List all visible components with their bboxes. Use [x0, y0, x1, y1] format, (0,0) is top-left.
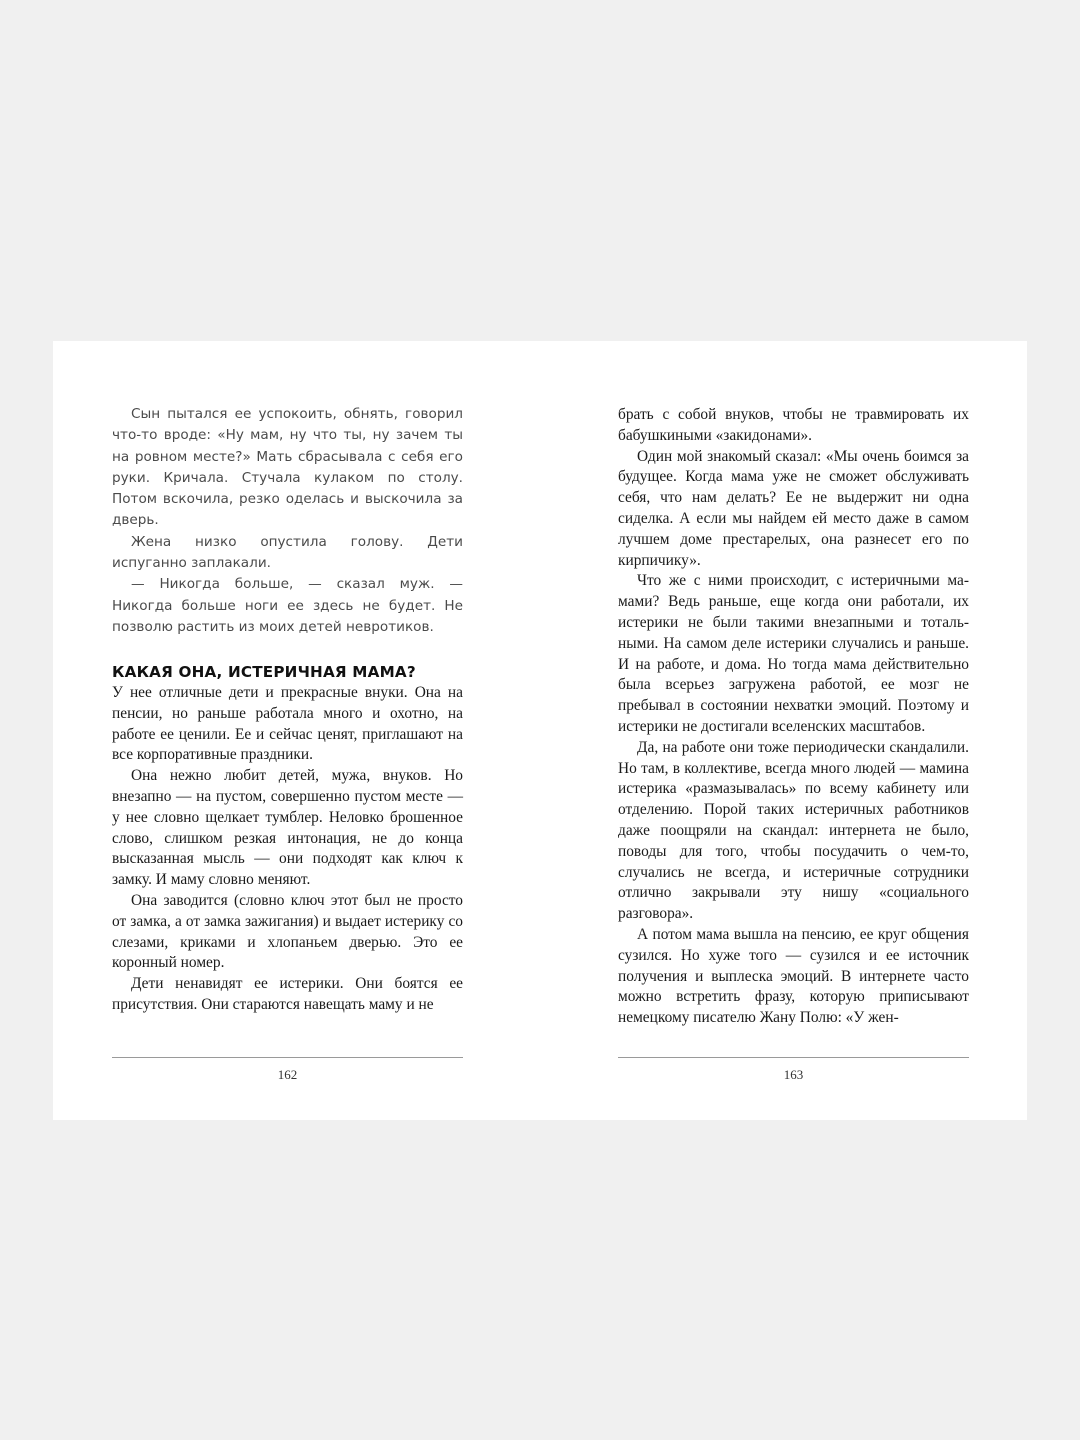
book-spread — [53, 341, 1027, 1120]
section-heading: КАКАЯ ОНА, ИСТЕРИЧНАЯ МАМА? — [112, 663, 416, 681]
right-page — [618, 341, 969, 1120]
body-paragraph: Один мой знакомый сказал: «Мы очень боимся за будущее. Когда мама уже не сможет обслуживать себя, что нам делать? Ее не выдержит ни одна сиделка. А если мы найдем ей место даже в самом лучшем доме престарелых, она разнесет его по кирпичику». — [618, 447, 969, 569]
left-page — [112, 341, 463, 1120]
body-paragraph: Дети ненавидят ее истерики. Они боятся ее присутствия. Они стараются навещать маму и не — [112, 975, 463, 1013]
footer-rule — [618, 1057, 969, 1058]
left-body-text — [112, 683, 463, 1016]
footer-rule — [112, 1057, 463, 1058]
page-number: 163 — [783, 1067, 804, 1082]
intro-text — [112, 404, 463, 638]
body-paragraph: У нее отличные дети и прекрасные внуки. Она на пенсии, но раньше работала много и охотно, на работе ее ценили. Ее и сейчас ценят, приглашают на все корпоративные праздники. — [112, 684, 463, 764]
intro-paragraph: Сын пытался ее успокоить, обнять, говорил что-то вроде: «Ну мам, ну что ты, ну зачем ты на ровном месте?» Мать сбрасывала с себя его руки. Кричала. Стучала кулаком по столу. Потом вскочила, резко оделась и выскочила за дверь. — [112, 406, 463, 529]
intro-paragraph: — Никогда больше, — сказал муж. — Никогда больше ноги ее здесь не будет. Не позволю растить из моих детей невротиков. — [112, 576, 463, 635]
body-paragraph: Что же с ними происходит, с истеричными мамами? Ведь раньше, еще когда они работали, их истерики не были такими внезапными и тотальными. На самом деле истерики случались и раньше. И на работе, и дома. Но тогда мама действительно была всерьез загружена работой, ее мозг не пребывал в состоянии нехватки эмоций. Поэтому и истерики не достигали вселенских масштабов. — [618, 572, 969, 735]
page-number: 162 — [277, 1067, 298, 1082]
body-paragraph: Она заводится (словно ключ этот был не просто от замка, а от замка зажигания) и выдает истерику со слезами, криками и хлопаньем дверью. Это ее коронный номер. — [112, 891, 463, 972]
body-paragraph: брать с собой внуков, чтобы не травмировать их бабушкиными «закидонами». — [618, 406, 969, 444]
right-body-text — [618, 405, 969, 1029]
body-paragraph: Она нежно любит детей, мужа, внуков. Но внезапно — на пустом, совершенно пустом месте — у нее словно щелкает тумблер. Неловко брошенное слово, слишком резкая интонация, не до конца высказанная мысль — они подходят как ключ к замку. И маму словно меняют. — [112, 767, 463, 889]
intro-paragraph: Жена низко опустила голову. Дети испуганно заплакали. — [112, 533, 463, 572]
body-paragraph: Да, на работе они тоже периодически скандалили. Но там, в коллективе, всегда много людей — мамина истерика «размазывалась» по всему кабинету или отделению. Порой таких истеричных работников даже поощряли на скандал: интернета не было, поводы для того, чтобы посудачить о чем-то, случались не всегда, и истеричные сотрудники отлично закрывали эту нишу «социального разговора». — [618, 738, 969, 923]
body-paragraph: А потом мама вышла на пенсию, ее круг общения сузился. Но хуже того — сузился и ее источник получения и выплеска эмоций. В интернете часто можно встретить фразу, которую приписывают немецкому писателю Жану Полю: «У жен- — [618, 925, 969, 1027]
